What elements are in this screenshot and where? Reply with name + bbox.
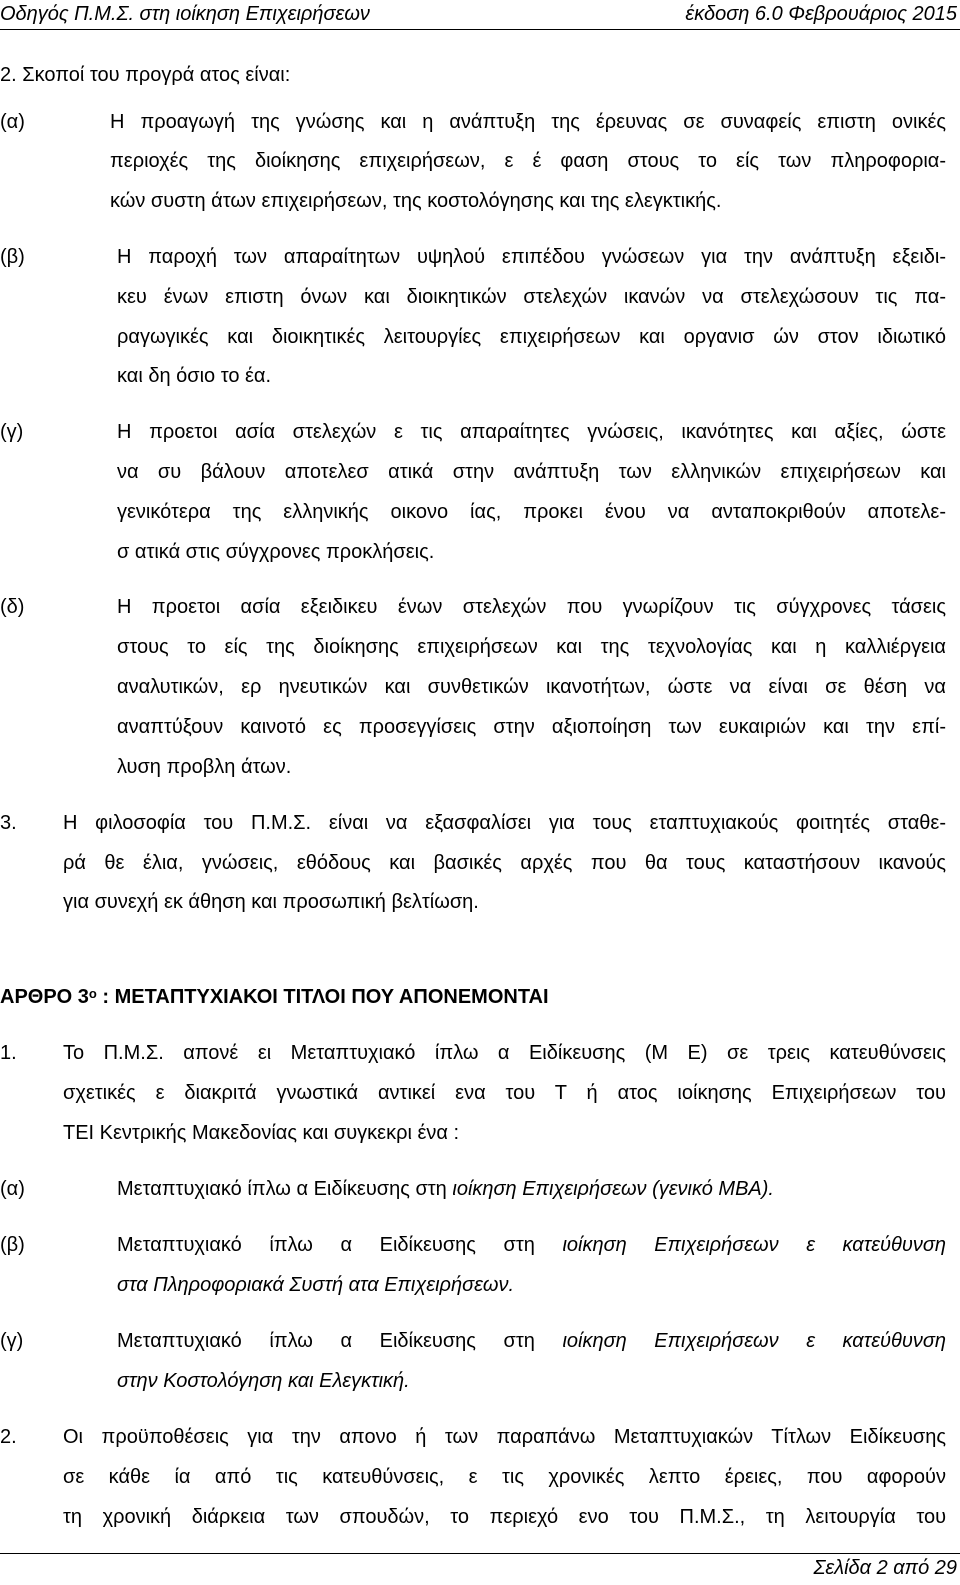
p1-b-italic-2: στα Πληροφοριακά Συστή ατα Επιχειρήσεων. (117, 1274, 515, 1296)
s2-a-line-2: περιοχές της διοίκησης επιχειρήσεων, ε έ φαση στους το είς των πληροφορια- (110, 150, 946, 172)
p2-line-3: τη χρονική διάρκεια των σπουδών, το περιεχό ενο του Π.Μ.Σ., τη λειτουργία του (63, 1506, 946, 1528)
section-2-title: 2. Σκοποί του προγρά ατος είναι: (0, 64, 291, 86)
header-edition: έκδοση 6.0 Φεβρουάριος 2015 (685, 3, 957, 25)
list-marker-a: (α) (0, 111, 25, 133)
s3-line-1: Η φιλοσοφία του Π.Μ.Σ. είναι να εξασφαλίσει για τους εταπτυχιακούς φοιτητές σταθε- (63, 812, 946, 834)
s3-line-2: ρά θε έλια, γνώσεις, εθόδους και βασικές αρχές που θα τους καταστήσουν ικανούς (63, 852, 946, 874)
s2-d-line-5: λυση προβλη άτων. (117, 756, 292, 778)
p1-b-text: Μεταπτυχιακό ίπλω α Ειδίκευσης στη (117, 1234, 563, 1256)
p1-a-line (117, 1177, 774, 1201)
s3-line-3: για συνεχή εκ άθηση και προσωπική βελτίωση. (63, 891, 479, 913)
p1-a-italic: ιοίκηση Επιχειρήσεων (γενικό ΜΒΑ). (452, 1178, 774, 1200)
list-marker-b: (β) (0, 246, 25, 268)
list-marker-d: (δ) (0, 596, 25, 618)
p1-line-3: ΤΕΙ Κεντρικής Μακεδονίας και συγκεκρι ένα : (63, 1122, 460, 1144)
p2-line-1: Οι προϋποθέσεις για την απονο ή των παραπάνω Μεταπτυχιακών Τίτλων Ειδίκευσης (63, 1426, 946, 1448)
p1-b-line-2 (117, 1273, 514, 1297)
s2-d-line-1: Η προετοι ασία εξειδικευ ένων στελεχών που γνωρίζουν τις σύγχρονες τάσεις (117, 596, 946, 618)
s2-b-line-1: Η παροχή των απαραίτητων υψηλού επιπέδου γνώσεων για την ανάπτυξη εξειδι- (117, 246, 946, 268)
s2-b-line-4: και δη όσιο το έα. (117, 365, 272, 387)
s2-c-line-2: να συ βάλουν αποτελεσ ατικά στην ανάπτυξη των ελληνικών επιχειρήσεων και (117, 461, 946, 483)
p1-marker-c: (γ) (0, 1330, 24, 1352)
list-marker-c: (γ) (0, 421, 24, 443)
p1-c-line-2 (117, 1369, 410, 1393)
p1-line-1: Το Π.Μ.Σ. απονέ ει Μεταπτυχιακό ίπλω α Ειδίκευσης (Μ Ε) σε τρεις κατευθύνσεις (63, 1042, 946, 1064)
article-heading (0, 985, 549, 1009)
s2-b-line-3: ραγωγικές και διοικητικές λειτουργίες επιχειρήσεων και οργανισ ών στον ιδιωτικό (117, 326, 946, 348)
s2-c-line-1: Η προετοι ασία στελεχών ε τις απαραίτητες γνώσεις, ικανότητες και αξίες, ώστε (117, 421, 946, 443)
p1-marker-a: (α) (0, 1178, 25, 1200)
header-guide-title: Οδηγός Π.Μ.Σ. στη ιοίκηση Επιχειρήσεων (0, 3, 370, 25)
p1-marker-b: (β) (0, 1234, 25, 1256)
p1-c-italic-1: ιοίκηση Επιχειρήσεων ε κατεύθυνση (562, 1330, 946, 1352)
s2-a-line-3: κών συστη άτων επιχειρήσεων, της κοστολόγησης και της ελεγκτικής. (110, 190, 722, 212)
article-heading-title: : ΜΕΤΑΠΤΥΧΙΑΚΟΙ ΤΙΤΛΟΙ ΠΟΥ ΑΠΟΝΕΜΟΝΤΑΙ (96, 986, 549, 1008)
footer-divider (0, 1553, 960, 1554)
s2-b-line-2: κευ ένων επιστη όνων και διοικητικών στελεχών ικανών να στελεχώσουν τις πα- (117, 286, 946, 308)
p1-c-line-1 (117, 1329, 946, 1353)
article-heading-prefix: ΑΡΘΡΟ 3 (0, 986, 89, 1008)
p2-number: 2. (0, 1426, 17, 1448)
p1-c-italic-2: στην Κοστολόγηση και Ελεγκτική. (117, 1370, 410, 1392)
s2-c-line-4: σ ατικά στις σύγχρονες προκλήσεις. (117, 541, 435, 563)
s2-a-line-1: Η προαγωγή της γνώσης και η ανάπτυξη της έρευνας σε συναφείς επιστη ονικές (110, 111, 946, 133)
p2-line-2: σε κάθε ία από τις κατευθύνσεις, ε τις χρονικές λεπτο έρειες, που αφορούν (63, 1466, 946, 1488)
s2-d-line-3: αναλυτικών, ερ ηνευτικών και συνθετικών ικανοτήτων, ώστε να είναι σε θέση να (117, 676, 946, 698)
page-number: Σελίδα 2 από 29 (813, 1557, 957, 1579)
p1-b-italic-1: ιοίκηση Επιχειρήσεων ε κατεύθυνση (562, 1234, 946, 1256)
article-heading-superscript: ο (88, 986, 97, 1001)
s2-d-line-2: στους το είς της διοίκησης επιχειρήσεων και της τεχνολογίας και η καλλιέργεια (117, 636, 946, 658)
p1-a-text: Μεταπτυχιακό ίπλω α Ειδίκευσης στη (117, 1178, 453, 1200)
s2-c-line-3: γενικότερα της ελληνικής οικονο ίας, προκει ένου να ανταποκριθούν αποτελε- (117, 501, 946, 523)
p1-line-2: σχετικές ε διακριτά γνωστικά αντικεί ενα του Τ ή ατος ιοίκησης Επιχειρήσεων του (63, 1082, 946, 1104)
p1-c-text: Μεταπτυχιακό ίπλω α Ειδίκευσης στη (117, 1330, 563, 1352)
p1-number: 1. (0, 1042, 17, 1064)
header-divider (0, 29, 960, 30)
s2-d-line-4: αναπτύξουν καινοτό ες προσεγγίσεις στην αξιοποίηση των ευκαιριών και την επί- (117, 716, 946, 738)
section-3-number: 3. (0, 812, 17, 834)
p1-b-line-1 (117, 1233, 946, 1257)
